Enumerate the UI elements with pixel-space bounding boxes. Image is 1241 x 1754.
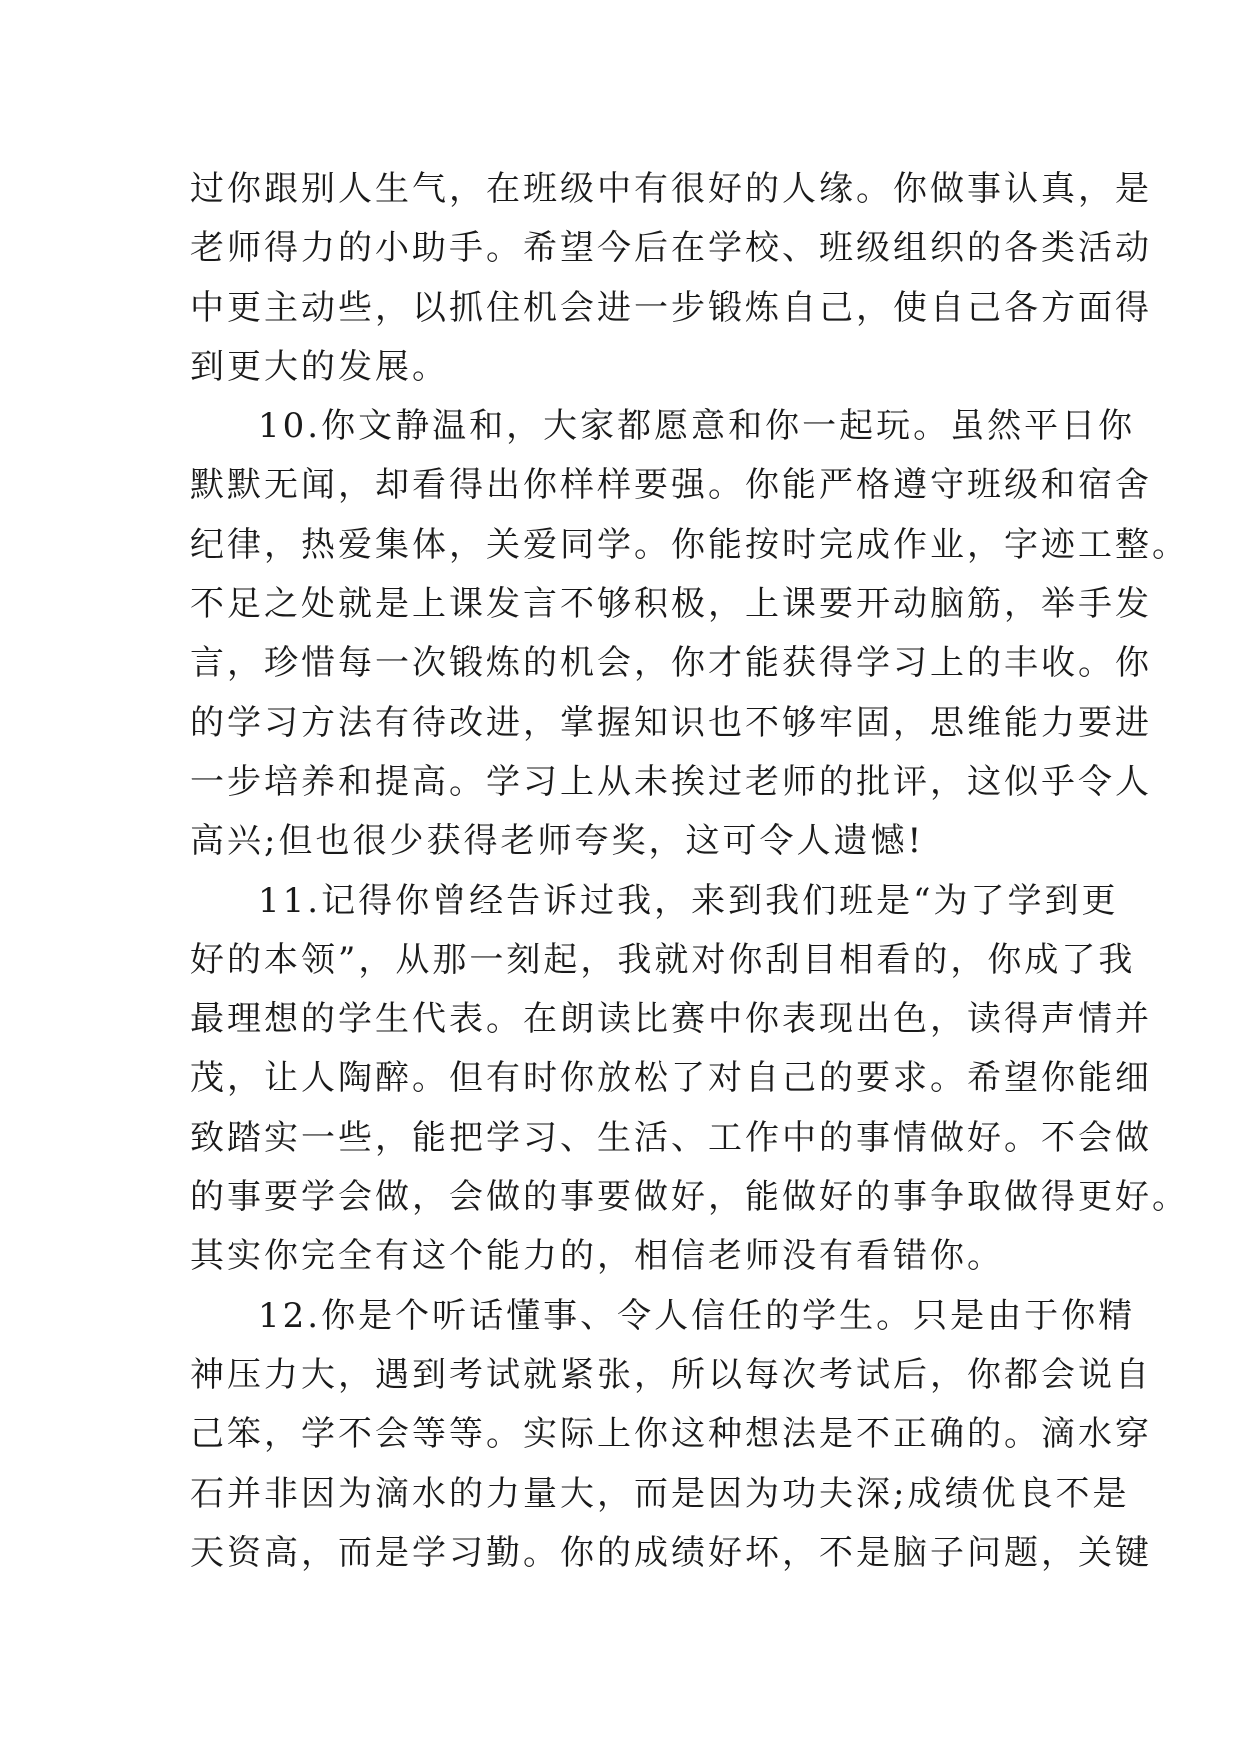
text-line: 到更大的发展。 — [190, 346, 449, 387]
text-line: 神压力大，遇到考试就紧张，所以每次考试后，你都会说自 — [190, 1354, 1152, 1395]
paragraph-10-first-line: 10.你文静温和，大家都愿意和你一起玩。虽然平日你 — [258, 406, 1136, 447]
text-line: 石并非因为滴水的力量大，而是因为功夫深;成绩优良不是 — [190, 1473, 1130, 1514]
text-line: 纪律，热爱集体，关爱同学。你能按时完成作业，字迹工整。 — [190, 524, 1189, 565]
text-line: 的事要学会做，会做的事要做好，能做好的事争取做得更好。 — [190, 1177, 1189, 1218]
text-line: 天资高，而是学习勤。你的成绩好坏，不是脑子问题，关键 — [190, 1532, 1152, 1573]
text-line: 不足之处就是上课发言不够积极，上课要开动脑筋，举手发 — [190, 584, 1152, 625]
paragraph-12-first-line: 12.你是个听话懂事、令人信任的学生。只是由于你精 — [258, 1295, 1136, 1336]
text-line: 的学习方法有待改进，掌握知识也不够牢固，思维能力要进 — [190, 702, 1152, 743]
text-line: 最理想的学生代表。在朗读比赛中你表现出色，读得声情并 — [190, 999, 1152, 1040]
text-line: 一步培养和提高。学习上从未挨过老师的批评，这似乎令人 — [190, 761, 1152, 802]
text-line: 过你跟别人生气，在班级中有很好的人缘。你做事认真，是 — [190, 169, 1152, 209]
text-line: 致踏实一些，能把学习、生活、工作中的事情做好。不会做 — [190, 1117, 1152, 1158]
text-line: 好的本领”，从那一刻起，我就对你刮目相看的，你成了我 — [190, 939, 1136, 980]
paragraph-11-first-line: 11.记得你曾经告诉过我，来到我们班是“为了学到更 — [258, 880, 1119, 921]
text-line: 高兴;但也很少获得老师夸奖，这可令人遗憾! — [190, 821, 925, 862]
text-line: 其实你完全有这个能力的，相信老师没有看错你。 — [190, 1236, 1004, 1277]
text-line: 老师得力的小助手。希望今后在学校、班级组织的各类活动 — [190, 228, 1152, 269]
text-line: 中更主动些，以抓住机会进一步锻炼自己，使自己各方面得 — [190, 287, 1152, 328]
text-line: 言，珍惜每一次锻炼的机会，你才能获得学习上的丰收。你 — [190, 643, 1152, 684]
text-line: 默默无闻，却看得出你样样要强。你能严格遵守班级和宿舍 — [190, 465, 1152, 506]
text-line: 己笨，学不会等等。实际上你这种想法是不正确的。滴水穿 — [190, 1414, 1152, 1455]
text-line: 茂，让人陶醉。但有时你放松了对自己的要求。希望你能细 — [190, 1058, 1152, 1099]
document-body — [190, 160, 1189, 1583]
